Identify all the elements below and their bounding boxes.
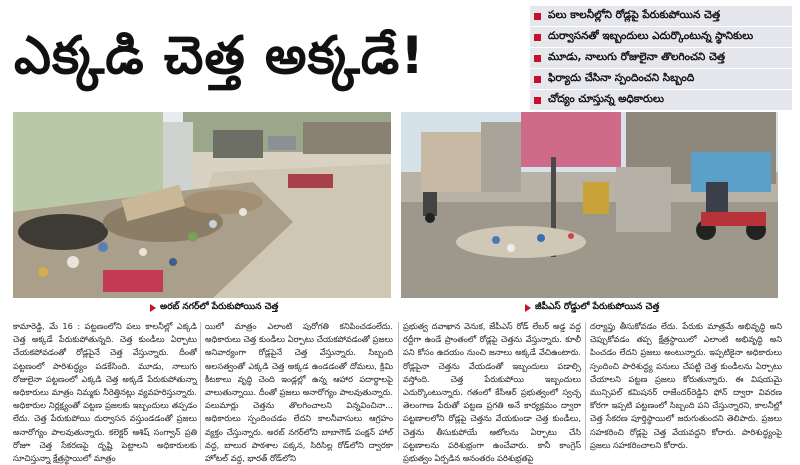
caption-marker-icon (525, 304, 531, 312)
highlight-item (530, 27, 792, 47)
highlight-item (530, 48, 792, 68)
highlight-item (530, 90, 792, 110)
red-square-icon (534, 76, 541, 83)
highlights-box (530, 6, 792, 108)
photo-garbage-jps-road (401, 112, 778, 298)
article-column-2: యిలో మాత్రం ఎలాంటి పురోగతి కనిపించడంలేదు. అధికారులు చెత్త కుండీలు ఏర్పాటు చేయకపోవడంతో ప్రజలు అనివార్యంగా రోడ్లపైనే చెత్త వేస్తున్నారు. సిబ్బంది అలసత్వంతో ఎక్కడి చెత్త అక్కడ ఉండడంతో దోమలు, క్రిమి కీటకాలు వృద్ధి చెంది ఇండ్లల్లో ఉన్న ఆహార పదార్థాలపై వాలుతున్నాయి. దీంతో ప్రజలు అనారోగ్యం పాలవుతున్నారు. పలుమార్లు చెత్తను తొలగించాలని విన్నవించినా... అధికారులు స్పందించడం లేదని కాలనీవాసులు ఆగ్రహం వ్యక్తం చేస్తున్నారు. అరబ్ నగర్‌లోని బాబాగౌడ్ పంక్షన్ హాల్ వద్ద, బాలుర పాఠశాల పక్కన, సిరిసిల్ల రోడ్‌లోని ద్వారకా హోటల్ వద్ద, భారత్ రోడ్‌లోని (205, 321, 393, 464)
article-column-1: కామారెడ్డి, మే 16 : పట్టణంలోని పలు కాలనీల్లో ఎక్కడి చెత్త అక్కడే పేరుకుపోతున్నది. చెత్త కుండీలు ఏర్పాటు చేయకపోవడంతో రోడ్లపైనే చెత్త వేస్తున్నారు. దీంతో పట్టణంలో పారిశుద్ధ్యం పడకేసింది. మూడు, నాలుగు రోజులైనా పట్టణంలో ఎక్కడి చెత్త అక్కడే పేరుకుపోతున్నా అధికారులు మాత్రం నిమ్మకు నీరెత్తినట్లు వ్యవహరిస్తున్నారు. అధికారుల నిర్లక్ష్యంతో పట్టణ ప్రజలకు ఇబ్బందులు తప్పడం లేదు. చెత్త పేరుకుపోయి దుర్వాసన వస్తుండడంతో ప్రజలు అనారోగ్యం పాలవుతున్నారు. కలెక్టర్ ఆశిష్ సంగ్వాన్ ప్రతి రోజూ చెత్త సేకరణపై దృష్టి పెట్టాలని అధికారులకు సూచిస్తున్నా క్షేత్రస్థాయిలో మాత్రం (13, 321, 197, 464)
column-divider (585, 322, 586, 450)
column-divider (200, 322, 201, 450)
article-column-3: ప్రభుత్వ దవాఖాన వెనుక, జేపీఎస్ రోడ్ లేబర్ అడ్డ వద్ద రద్దీగా ఉండే ప్రాంతంలో రోడ్లపై చెత్తను వేస్తున్నారు. కూలీ పని కోసం ఉదయం నుంచి జనాలు అక్కడే వేచిఉంటారు. రోడ్లపైనా చెత్తను వేయడంతో ఇబ్బందులు పడాల్సి వస్తోంది. చెత్త పేరుకుపోయి ఇబ్బందులు ఎదుర్కొంటున్నారు. గతంలో కేసీఆర్ ప్రభుత్వంలో స్వచ్ఛ తెలంగాణ పేరుతో పట్టణ ప్రగతి అనే కార్యక్రమం ద్వారా పట్టణాలలోని రోడ్లపై చెత్తను వేయకుండా చెత్త కుండీలు, చెత్తను తీసుకుపోయే ఆటోలను ఏర్పాటు చేసి పట్టణాలను పరిశుభ్రంగా ఉంచేవారు. కానీ కాంగ్రెస్ ప్రభుత్వం ఏర్పడిన అనంతరం పరిశుభ్రతపై (403, 321, 581, 464)
article-column-4: దర్యాప్తు తీసుకోవడం లేదు. పేరుకు మాత్రమే అభివృద్ధి అని చెప్పుకోవడం తప్ప క్షేత్రస్థాయిలో ఎలాంటి అభివృద్ధి అని పించడం లేదని ప్రజలు అంటున్నారు. ఇప్పటికైనా అధికారులు స్పందించి పారిశుద్ధ్య పనులు చేపట్టి చెత్త కుండీలను ఏర్పాటు చేయాలని పట్టణ ప్రజలు కోరుతున్నారు. ఈ విషయమై మున్సిపల్ కమిషనర్ రాజేందర్‌రెడ్డిని ఫోన్ ద్వారా వివరణ కోరగా ఇప్పటి పట్టణంలో సిబ్బంది పని చేస్తున్నారని, కాలనీల్లో చెత్త సేకరణ పూర్తిస్థాయిలో జరుగుతుందని తెలిపారు. ప్రజలు సహకరించి రోడ్లపై చెత్త వేయవద్దని కోరారు. పారిశుద్ధ్యంపై ప్రజలు సహకరించాలని కోరారు. (590, 321, 782, 450)
headline: ఎక్కడి చెత్త అక్కడే! (14, 26, 425, 86)
caption-marker-icon (150, 304, 156, 312)
red-square-icon (534, 55, 541, 62)
highlight-text: పలు కాలనీల్లోని రోడ్లపై పేరుకుపోయిన చెత్త (548, 8, 721, 21)
highlight-text: ఫిర్యాదు చేసినా స్పందించని సిబ్బంది (548, 71, 695, 84)
photo-garbage-arab-nagar (13, 112, 391, 298)
highlight-item (530, 6, 792, 26)
highlight-text: చోద్యం చూస్తున్న అధికారులు (548, 92, 664, 105)
highlight-text: మూడు, నాలుగు రోజులైనా తొలగించని చెత్త (548, 50, 726, 63)
red-square-icon (534, 34, 541, 41)
column-divider (398, 322, 399, 450)
photo-caption-left: అరబ్ నగర్‌లో పేరుకుపోయిన చెత్త (150, 300, 278, 316)
highlight-item (530, 69, 792, 89)
photo-caption-right: జీపీఎస్ రోడ్డులో పేరుకుపోయిన చెత్త (525, 300, 659, 316)
red-square-icon (534, 13, 541, 20)
red-square-icon (534, 97, 541, 104)
highlight-text: దుర్వాసనతో ఇబ్బందులు ఎదుర్కొంటున్న స్థానికులు (548, 29, 754, 42)
